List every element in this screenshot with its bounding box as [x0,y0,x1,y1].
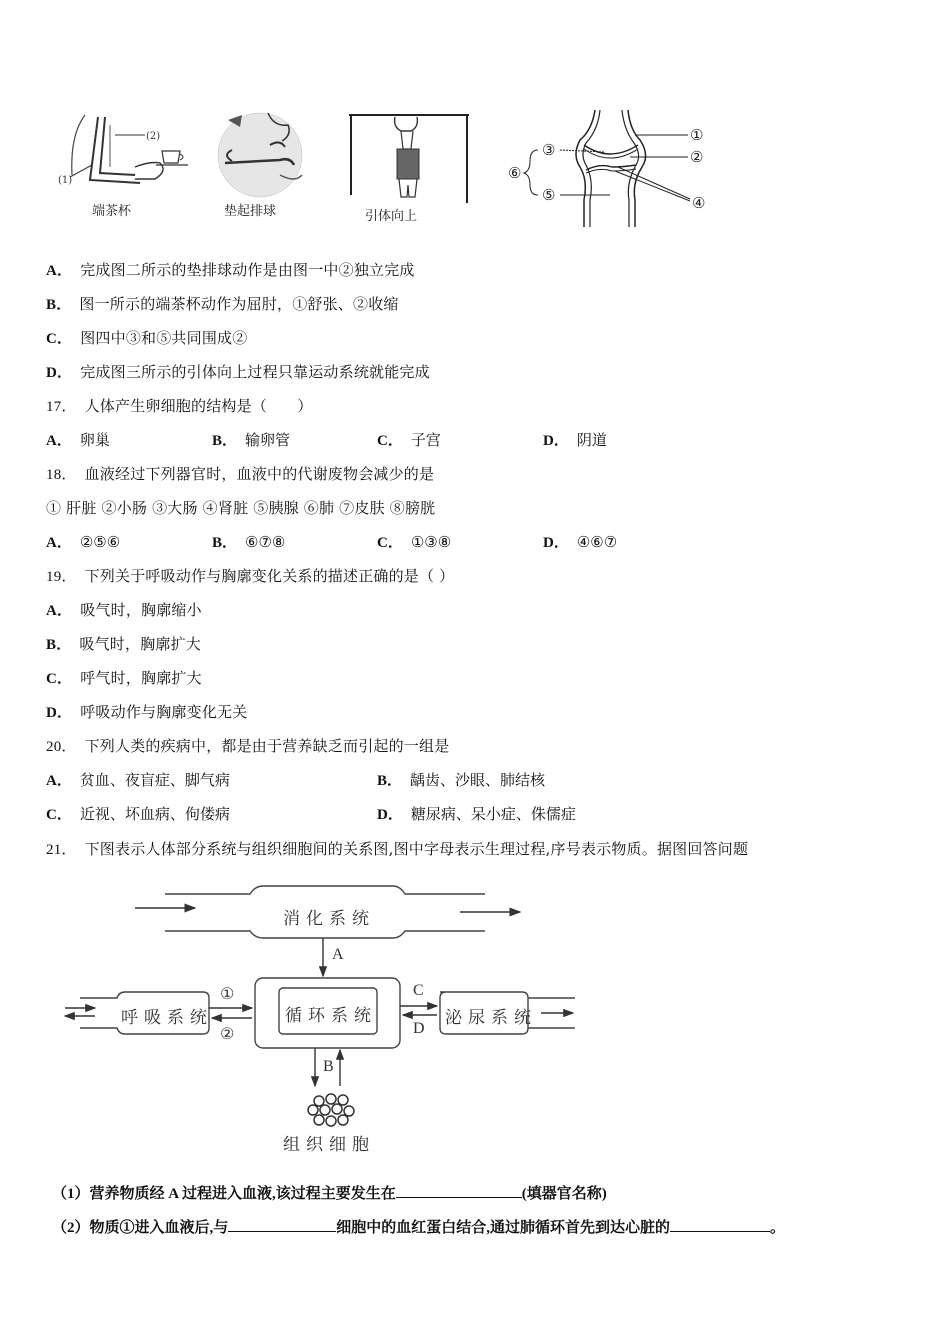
option-label: B． [377,773,403,789]
volleyball-illustration [210,105,310,200]
answer-blank-heart-chamber[interactable] [670,1215,770,1232]
option-label: C． [46,671,73,687]
q21-subquestion-2 [52,1215,785,1238]
option-text: 糖尿病、呆小症、侏儒症 [410,805,576,823]
question-number: 18． [46,467,77,483]
respiratory-system-label: 呼吸系统 [121,1008,213,1028]
q20-option-d [377,804,576,825]
svg-text:(1): (1) [58,175,73,186]
option-text: 图一所示的端茶杯动作为屈肘，①舒张、②收缩 [79,295,399,313]
q18-stem [46,464,434,485]
q18-option-d [543,532,617,553]
option-label: D． [543,433,569,449]
pull-up-illustration [345,105,475,205]
q16-option-d [46,362,430,383]
q19-stem [46,566,454,587]
figure-caption: 引体向上 [365,209,418,224]
option-label: A． [46,535,72,551]
urinary-system-label: 泌尿系统 [445,1008,537,1028]
q21-subquestion-1 [52,1181,607,1204]
joint-label-1: ① [690,126,704,144]
answer-blank-organ[interactable] [396,1181,522,1198]
arm-holding-cup-illustration [50,105,200,200]
q19-option-d [46,702,247,723]
q20-option-b [377,770,545,791]
process-label-a: A [332,946,344,963]
option-label: A． [46,603,73,619]
figure-joint-structure [500,105,720,230]
question-text: 下列人类的疾病中，都是由于营养缺乏而引起的一组是 [84,737,450,755]
q20-option-a [46,770,230,791]
option-text: ①③⑧ [410,533,452,551]
process-label-b: B [323,1058,334,1075]
option-text: 吸气时，胸廓缩小 [80,601,202,619]
option-text: 完成图三所示的引体向上过程只靠运动系统就能完成 [80,363,430,381]
option-label: B． [212,433,238,449]
option-label: C． [377,433,403,449]
q16-option-b [46,294,399,315]
subquestion-end: 。 [770,1220,786,1236]
joint-label-5: ⑤ [542,186,556,204]
q20-stem [46,736,449,757]
subquestion-text-middle: 细胞中的血红蛋白结合,通过肺循环首先到达心脏的 [336,1220,671,1236]
joint-structure-diagram [500,105,720,230]
subquestion-hint: (填器官名称) [521,1186,607,1202]
figure-caption: 垫起排球 [224,204,277,219]
option-text: 贫血、夜盲症、脚气病 [79,771,230,789]
tissue-cells-icon [308,1094,354,1126]
joint-label-4: ④ [692,194,706,212]
option-text: 近视、坏血病、佝偻病 [79,805,230,823]
tissue-cells-label: 组织细胞 [283,1135,375,1155]
q17-option-d [543,430,607,451]
q19-option-c [46,668,202,689]
figure-pull-up [345,105,475,225]
option-label: B． [46,297,72,313]
option-label: D． [543,535,569,551]
q17-option-a [46,430,110,451]
option-label: A． [46,263,73,279]
option-text: ⑥⑦⑧ [245,533,286,551]
subquestion-text: （1）营养物质经 A 过程进入血液,该过程主要发生在 [52,1186,396,1202]
option-text: 龋齿、沙眼、肺结核 [410,771,546,789]
subquestion-text: （2）物质①进入血液后,与 [52,1220,229,1236]
substance-label-2: ② [220,1026,235,1043]
option-label: C． [46,331,73,347]
question-text: 下图表示人体部分系统与组织细胞间的关系图,图中字母表示生理过程,序号表示物质。据图回答问题 [84,840,749,858]
joint-label-3: ③ [542,141,556,159]
option-label: B． [212,535,238,551]
svg-text:(2): (2) [146,131,161,142]
joint-label-2: ② [690,148,704,166]
question-number: 20． [46,739,77,755]
option-text: ②⑤⑥ [79,533,121,551]
option-text: 图四中③和⑤共同围成② [80,329,248,347]
option-text: 完成图二所示的垫排球动作是由图一中②独立完成 [80,261,415,279]
question-number: 21． [46,842,77,858]
q21-stem [46,839,748,860]
question-text: 血液经过下列器官时，血液中的代谢废物会减少的是 [84,465,435,483]
q19-option-a [46,600,202,621]
joint-label-6: ⑥ [508,164,522,182]
question-number: 19． [46,569,77,585]
option-text: ④⑥⑦ [576,533,618,551]
option-text: 呼吸动作与胸廓变化无关 [80,703,248,721]
q18-option-a [46,532,120,553]
q16-option-a [46,260,415,281]
answer-blank-cell[interactable] [228,1215,336,1232]
question-number: 17． [46,399,77,415]
body-systems-diagram [55,880,575,1155]
option-label: C． [377,535,403,551]
option-label: B． [46,637,72,653]
q18-option-b [212,532,285,553]
digestive-system-label: 消化系统 [283,909,375,929]
circulatory-system-label: 循环系统 [285,1006,377,1026]
option-text: 吸气时，胸廓扩大 [79,635,202,653]
option-text: 阴道 [576,431,607,449]
q19-option-b [46,634,201,655]
option-label: A． [46,773,72,789]
option-text: 呼气时，胸廓扩大 [80,669,202,687]
q17-option-b [212,430,290,451]
q17-option-c [377,430,441,451]
option-text: 卵巢 [79,431,110,449]
substance-label-1: ① [220,986,235,1003]
process-label-c: C [413,982,424,999]
option-label: D． [46,705,73,721]
q16-option-c [46,328,247,349]
figure-holding-cup [50,105,200,225]
option-label: C． [46,807,72,823]
option-text: 子宫 [410,431,441,449]
option-label: D． [377,807,403,823]
option-text: 输卵管 [245,431,291,449]
q16-figure-strip [40,105,720,230]
q20-option-c [46,804,230,825]
q18-option-c [377,532,451,553]
q18-items: ① 肝脏 ②小肠 ③大肠 ④肾脏 ⑤胰腺 ⑥肺 ⑦皮肤 ⑧膀胱 [46,499,436,517]
option-label: D． [46,365,73,381]
figure-caption: 端茶杯 [92,204,132,219]
q17-stem [46,396,313,417]
question-text: 人体产生卵细胞的结构是（ ） [84,397,313,415]
option-label: A． [46,433,72,449]
process-label-d: D [413,1020,425,1037]
figure-volleyball [210,105,310,225]
question-text: 下列关于呼吸动作与胸廓变化关系的描述正确的是（ ） [84,567,455,585]
